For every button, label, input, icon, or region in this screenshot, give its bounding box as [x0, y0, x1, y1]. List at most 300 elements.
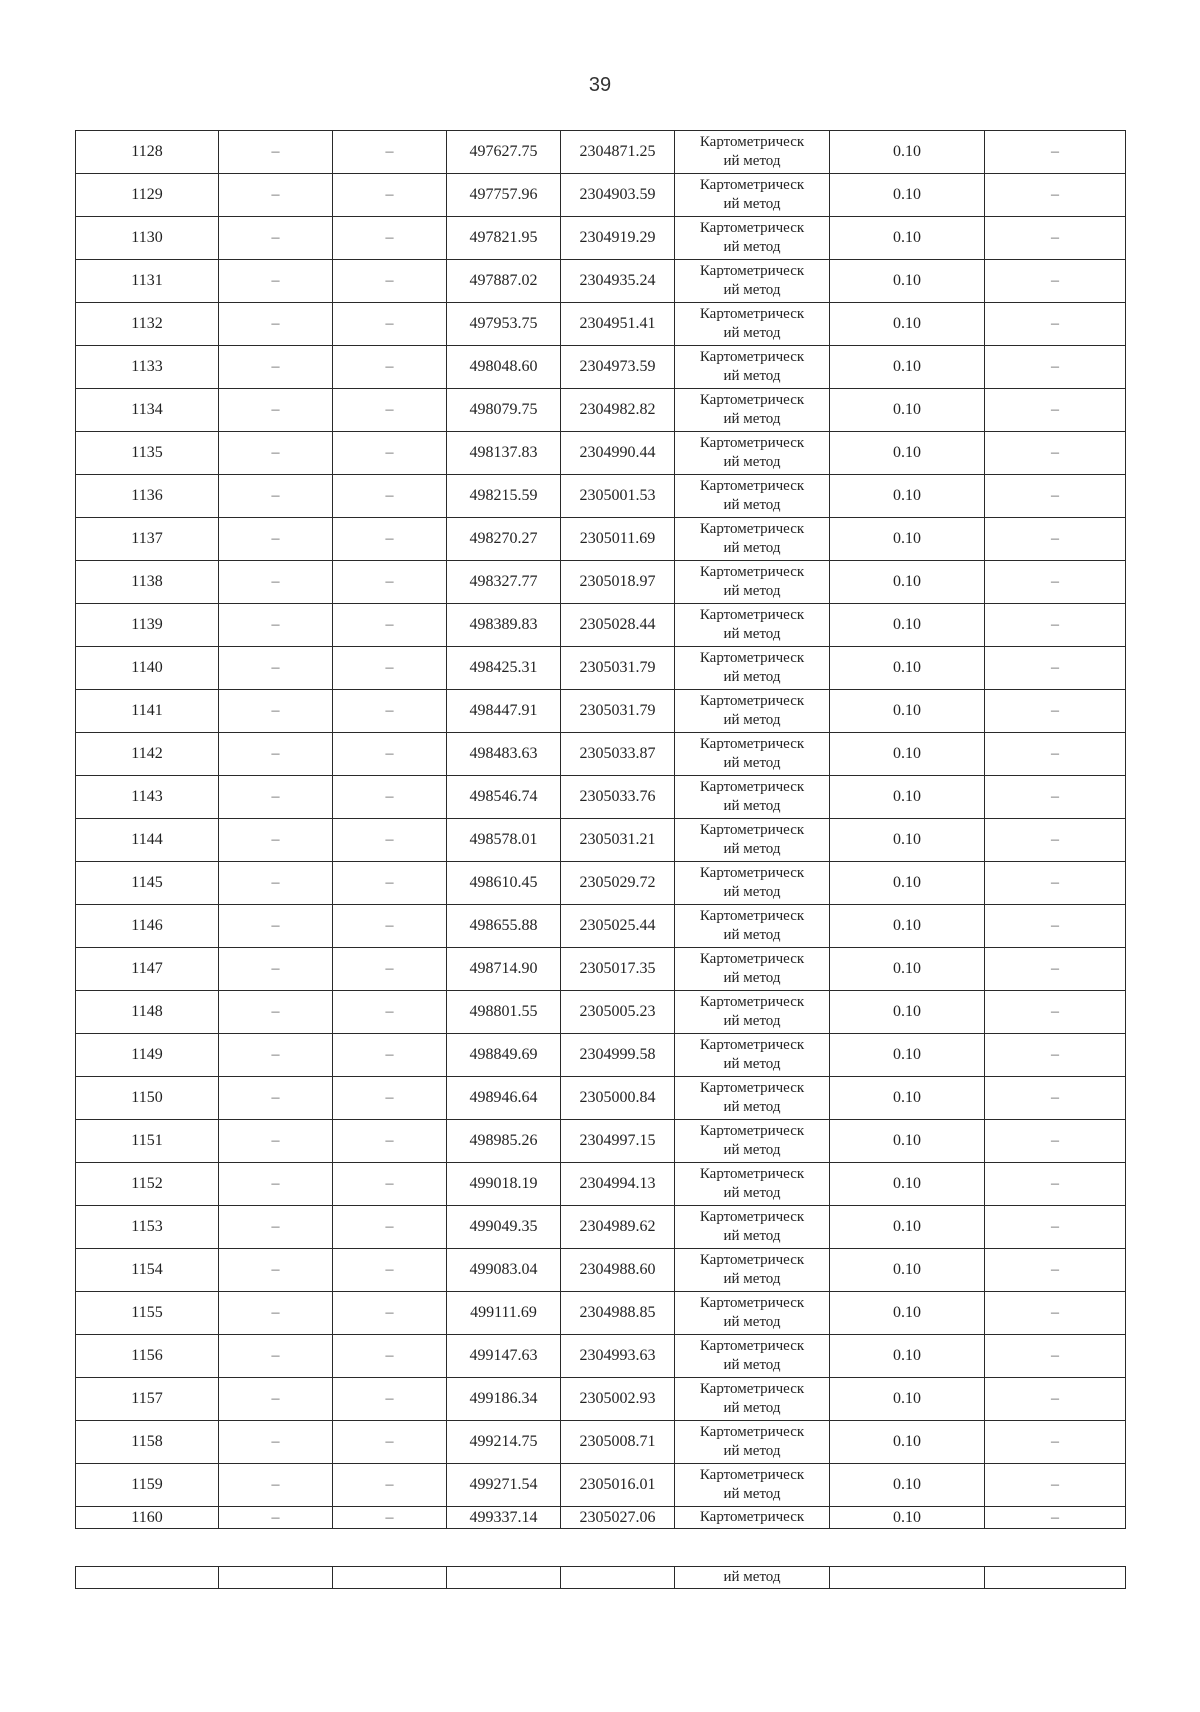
dash-cell: – — [985, 604, 1126, 647]
x-coordinate-cell: 498327.77 — [447, 561, 561, 604]
accuracy-cell: 0.10 — [830, 604, 985, 647]
dash-cell: – — [985, 1335, 1126, 1378]
x-coordinate-cell: 498425.31 — [447, 647, 561, 690]
method-cell — [675, 1507, 830, 1529]
method-cell — [675, 389, 830, 432]
method-line: Картометрическ — [699, 263, 805, 279]
dash-cell: – — [219, 604, 333, 647]
dash-cell: – — [333, 991, 447, 1034]
dash-cell: – — [219, 1464, 333, 1507]
method-line: Картометрическ — [699, 1123, 805, 1139]
method-cell — [675, 1120, 830, 1163]
method-line: Картометрическ — [699, 521, 805, 537]
y-coordinate-cell: 2304988.60 — [561, 1249, 675, 1292]
dash-cell: – — [985, 1249, 1126, 1292]
method-line: ий метод — [723, 282, 781, 298]
y-coordinate-cell: 2304993.63 — [561, 1335, 675, 1378]
point-number-cell: 1128 — [76, 131, 219, 174]
point-number-cell: 1148 — [76, 991, 219, 1034]
point-number-cell: 1145 — [76, 862, 219, 905]
x-coordinate-cell: 498079.75 — [447, 389, 561, 432]
point-number-cell: 1157 — [76, 1378, 219, 1421]
table-row — [76, 1421, 1126, 1464]
y-coordinate-cell: 2304871.25 — [561, 131, 675, 174]
y-coordinate-cell: 2304999.58 — [561, 1034, 675, 1077]
y-coordinate-cell: 2305008.71 — [561, 1421, 675, 1464]
method-line: Картометрическ — [699, 779, 805, 795]
accuracy-cell: 0.10 — [830, 733, 985, 776]
method-cell — [675, 1249, 830, 1292]
table-row — [76, 690, 1126, 733]
dash-cell: – — [333, 475, 447, 518]
method-cell — [675, 260, 830, 303]
method-continuation-cell: ий метод — [675, 1567, 830, 1589]
method-line: Картометрическ — [699, 1467, 805, 1483]
dash-cell: – — [333, 819, 447, 862]
method-line: ий метод — [723, 1056, 781, 1072]
table-row — [76, 518, 1126, 561]
method-line: Картометрическ — [699, 1037, 805, 1053]
point-number-cell: 1135 — [76, 432, 219, 475]
point-number-cell: 1159 — [76, 1464, 219, 1507]
method-line: ий метод — [723, 454, 781, 470]
point-number-cell: 1129 — [76, 174, 219, 217]
method-cell — [675, 131, 830, 174]
x-coordinate-cell: 499018.19 — [447, 1163, 561, 1206]
method-line: ий метод — [723, 583, 781, 599]
accuracy-cell: 0.10 — [830, 432, 985, 475]
y-coordinate-cell: 2305002.93 — [561, 1378, 675, 1421]
y-coordinate-cell: 2305018.97 — [561, 561, 675, 604]
y-coordinate-cell: 2304997.15 — [561, 1120, 675, 1163]
method-line: Картометрическ — [699, 435, 805, 451]
method-line: Картометрическ — [699, 1509, 805, 1525]
accuracy-cell: 0.10 — [830, 819, 985, 862]
method-line: Картометрическ — [699, 650, 805, 666]
method-cell — [675, 518, 830, 561]
dash-cell: – — [219, 1034, 333, 1077]
x-coordinate-cell: 498389.83 — [447, 604, 561, 647]
method-cell — [675, 561, 830, 604]
accuracy-cell: 0.10 — [830, 1163, 985, 1206]
point-number-cell: 1151 — [76, 1120, 219, 1163]
method-line: Картометрическ — [699, 1424, 805, 1440]
accuracy-cell: 0.10 — [830, 1077, 985, 1120]
x-coordinate-cell: 499111.69 — [447, 1292, 561, 1335]
method-cell — [675, 1077, 830, 1120]
dash-cell: – — [333, 604, 447, 647]
method-line: Картометрическ — [699, 177, 805, 193]
dash-cell: – — [333, 561, 447, 604]
dash-cell: – — [219, 776, 333, 819]
dash-cell: – — [219, 690, 333, 733]
dash-cell: – — [333, 1335, 447, 1378]
method-cell — [675, 733, 830, 776]
continuation-row — [76, 1567, 1126, 1589]
dash-cell: – — [219, 862, 333, 905]
empty-cell — [219, 1567, 333, 1589]
point-number-cell: 1138 — [76, 561, 219, 604]
table-row — [76, 905, 1126, 948]
table-row — [76, 561, 1126, 604]
method-line: ий метод — [723, 1228, 781, 1244]
method-line: ий метод — [723, 1099, 781, 1115]
method-line: ий метод — [723, 411, 781, 427]
dash-cell: – — [985, 776, 1126, 819]
method-cell — [675, 647, 830, 690]
point-number-cell: 1141 — [76, 690, 219, 733]
dash-cell: – — [219, 733, 333, 776]
x-coordinate-cell: 498546.74 — [447, 776, 561, 819]
method-line: Картометрическ — [699, 134, 805, 150]
dash-cell: – — [219, 1206, 333, 1249]
dash-cell: – — [333, 432, 447, 475]
dash-cell: – — [985, 1206, 1126, 1249]
table-row — [76, 819, 1126, 862]
method-line: Картометрическ — [699, 478, 805, 494]
dash-cell: – — [219, 303, 333, 346]
dash-cell: – — [219, 1421, 333, 1464]
dash-cell: – — [219, 475, 333, 518]
method-line: Картометрическ — [699, 736, 805, 752]
coordinates-table — [75, 130, 1126, 1529]
y-coordinate-cell: 2304951.41 — [561, 303, 675, 346]
dash-cell: – — [219, 561, 333, 604]
method-line: Картометрическ — [699, 1295, 805, 1311]
x-coordinate-cell: 498048.60 — [447, 346, 561, 389]
accuracy-cell: 0.10 — [830, 1464, 985, 1507]
accuracy-cell: 0.10 — [830, 217, 985, 260]
accuracy-cell: 0.10 — [830, 647, 985, 690]
table-row — [76, 948, 1126, 991]
x-coordinate-cell: 498985.26 — [447, 1120, 561, 1163]
dash-cell: – — [333, 1034, 447, 1077]
x-coordinate-cell: 498483.63 — [447, 733, 561, 776]
method-cell — [675, 948, 830, 991]
table-row — [76, 1292, 1126, 1335]
y-coordinate-cell: 2305011.69 — [561, 518, 675, 561]
point-number-cell: 1140 — [76, 647, 219, 690]
table-row — [76, 1206, 1126, 1249]
dash-cell: – — [333, 1163, 447, 1206]
accuracy-cell: 0.10 — [830, 776, 985, 819]
dash-cell: – — [985, 819, 1126, 862]
point-number-cell: 1130 — [76, 217, 219, 260]
method-line: ий метод — [723, 626, 781, 642]
x-coordinate-cell: 498578.01 — [447, 819, 561, 862]
method-line: Картометрическ — [699, 564, 805, 580]
dash-cell: – — [219, 389, 333, 432]
x-coordinate-cell: 498137.83 — [447, 432, 561, 475]
dash-cell: – — [333, 647, 447, 690]
accuracy-cell: 0.10 — [830, 260, 985, 303]
dash-cell: – — [333, 174, 447, 217]
dash-cell: – — [985, 1120, 1126, 1163]
y-coordinate-cell: 2304990.44 — [561, 432, 675, 475]
dash-cell: – — [219, 1163, 333, 1206]
point-number-cell: 1136 — [76, 475, 219, 518]
y-coordinate-cell: 2304982.82 — [561, 389, 675, 432]
x-coordinate-cell: 499186.34 — [447, 1378, 561, 1421]
dash-cell: – — [985, 690, 1126, 733]
y-coordinate-cell: 2304989.62 — [561, 1206, 675, 1249]
y-coordinate-cell: 2305031.79 — [561, 690, 675, 733]
dash-cell: – — [219, 174, 333, 217]
method-line: ий метод — [723, 1400, 781, 1416]
dash-cell: – — [985, 475, 1126, 518]
dash-cell: – — [333, 905, 447, 948]
method-cell — [675, 604, 830, 647]
dash-cell: – — [219, 1077, 333, 1120]
x-coordinate-cell: 499337.14 — [447, 1507, 561, 1529]
dash-cell: – — [219, 1507, 333, 1529]
dash-cell: – — [985, 1292, 1126, 1335]
accuracy-cell: 0.10 — [830, 690, 985, 733]
method-line: ий метод — [723, 153, 781, 169]
point-number-cell: 1152 — [76, 1163, 219, 1206]
table-row — [76, 1163, 1126, 1206]
table-row — [76, 647, 1126, 690]
dash-cell: – — [333, 1378, 447, 1421]
dash-cell: – — [333, 217, 447, 260]
point-number-cell: 1158 — [76, 1421, 219, 1464]
method-line: Картометрическ — [699, 220, 805, 236]
method-line: Картометрическ — [699, 693, 805, 709]
dash-cell: – — [985, 217, 1126, 260]
dash-cell: – — [985, 1421, 1126, 1464]
y-coordinate-cell: 2305028.44 — [561, 604, 675, 647]
dash-cell: – — [985, 432, 1126, 475]
y-coordinate-cell: 2305000.84 — [561, 1077, 675, 1120]
point-number-cell: 1143 — [76, 776, 219, 819]
table-row — [76, 260, 1126, 303]
dash-cell: – — [985, 1077, 1126, 1120]
dash-cell: – — [333, 733, 447, 776]
x-coordinate-cell: 498946.64 — [447, 1077, 561, 1120]
y-coordinate-cell: 2305005.23 — [561, 991, 675, 1034]
y-coordinate-cell: 2305027.06 — [561, 1507, 675, 1529]
page-number: 39 — [588, 74, 612, 96]
method-line: ий метод — [723, 239, 781, 255]
method-line: ий метод — [723, 1013, 781, 1029]
dash-cell: – — [333, 131, 447, 174]
point-number-cell: 1144 — [76, 819, 219, 862]
method-line: Картометрическ — [699, 1209, 805, 1225]
accuracy-cell: 0.10 — [830, 131, 985, 174]
point-number-cell: 1150 — [76, 1077, 219, 1120]
y-coordinate-cell: 2304903.59 — [561, 174, 675, 217]
accuracy-cell: 0.10 — [830, 862, 985, 905]
dash-cell: – — [219, 518, 333, 561]
method-cell — [675, 905, 830, 948]
y-coordinate-cell: 2305031.79 — [561, 647, 675, 690]
dash-cell: – — [985, 905, 1126, 948]
method-cell — [675, 432, 830, 475]
method-cell — [675, 303, 830, 346]
empty-cell — [985, 1567, 1126, 1589]
method-line: ий метод — [723, 540, 781, 556]
dash-cell: – — [219, 948, 333, 991]
x-coordinate-cell: 497821.95 — [447, 217, 561, 260]
point-number-cell: 1147 — [76, 948, 219, 991]
dash-cell: – — [219, 819, 333, 862]
method-cell — [675, 346, 830, 389]
x-coordinate-cell: 498801.55 — [447, 991, 561, 1034]
dash-cell: – — [219, 131, 333, 174]
empty-cell — [333, 1567, 447, 1589]
dash-cell: – — [985, 518, 1126, 561]
dash-cell: – — [333, 1249, 447, 1292]
method-line: Картометрическ — [699, 994, 805, 1010]
dash-cell: – — [985, 1034, 1126, 1077]
accuracy-cell: 0.10 — [830, 561, 985, 604]
table-row — [76, 1034, 1126, 1077]
empty-cell — [561, 1567, 675, 1589]
y-coordinate-cell: 2305016.01 — [561, 1464, 675, 1507]
accuracy-cell: 0.10 — [830, 991, 985, 1034]
method-line: Картометрическ — [699, 1338, 805, 1354]
method-cell — [675, 690, 830, 733]
method-cell — [675, 217, 830, 260]
accuracy-cell: 0.10 — [830, 1034, 985, 1077]
dash-cell: – — [219, 905, 333, 948]
method-line: ий метод — [723, 884, 781, 900]
x-coordinate-cell: 497757.96 — [447, 174, 561, 217]
x-coordinate-cell: 498714.90 — [447, 948, 561, 991]
method-line: Картометрическ — [699, 1166, 805, 1182]
table-row — [76, 1249, 1126, 1292]
accuracy-cell: 0.10 — [830, 1249, 985, 1292]
point-number-cell: 1153 — [76, 1206, 219, 1249]
y-coordinate-cell: 2304994.13 — [561, 1163, 675, 1206]
method-line: ий метод — [723, 712, 781, 728]
accuracy-cell: 0.10 — [830, 174, 985, 217]
method-line: ий метод — [723, 1486, 781, 1502]
x-coordinate-cell: 499049.35 — [447, 1206, 561, 1249]
dash-cell: – — [219, 1292, 333, 1335]
x-coordinate-cell: 498610.45 — [447, 862, 561, 905]
table-row — [76, 1378, 1126, 1421]
dash-cell: – — [333, 260, 447, 303]
dash-cell: – — [219, 1378, 333, 1421]
dash-cell: – — [985, 948, 1126, 991]
x-coordinate-cell: 497887.02 — [447, 260, 561, 303]
table-row — [76, 1120, 1126, 1163]
method-line: ий метод — [723, 841, 781, 857]
dash-cell: – — [985, 561, 1126, 604]
dash-cell: – — [219, 346, 333, 389]
point-number-cell: 1131 — [76, 260, 219, 303]
table-row — [76, 346, 1126, 389]
point-number-cell: 1155 — [76, 1292, 219, 1335]
method-cell — [675, 1421, 830, 1464]
y-coordinate-cell: 2305029.72 — [561, 862, 675, 905]
dash-cell: – — [985, 647, 1126, 690]
point-number-cell: 1146 — [76, 905, 219, 948]
dash-cell: – — [219, 260, 333, 303]
dash-cell: – — [985, 991, 1126, 1034]
table-row — [76, 217, 1126, 260]
accuracy-cell: 0.10 — [830, 1335, 985, 1378]
point-number-cell: 1133 — [76, 346, 219, 389]
point-number-cell: 1154 — [76, 1249, 219, 1292]
x-coordinate-cell: 498270.27 — [447, 518, 561, 561]
dash-cell: – — [985, 1378, 1126, 1421]
dash-cell: – — [985, 303, 1126, 346]
method-line: ий метод — [723, 1185, 781, 1201]
accuracy-cell: 0.10 — [830, 518, 985, 561]
method-line: Картометрическ — [699, 865, 805, 881]
method-line: Картометрическ — [699, 306, 805, 322]
dash-cell: – — [985, 1163, 1126, 1206]
continuation-table — [75, 1566, 1126, 1589]
x-coordinate-cell: 498849.69 — [447, 1034, 561, 1077]
method-line: ий метод — [723, 798, 781, 814]
dash-cell: – — [333, 1206, 447, 1249]
accuracy-cell: 0.10 — [830, 346, 985, 389]
table-row — [76, 1464, 1126, 1507]
method-line: ий метод — [723, 970, 781, 986]
y-coordinate-cell: 2305017.35 — [561, 948, 675, 991]
dash-cell: – — [985, 131, 1126, 174]
method-cell — [675, 1378, 830, 1421]
method-line: Картометрическ — [699, 349, 805, 365]
point-number-cell: 1137 — [76, 518, 219, 561]
method-line: Картометрическ — [699, 1080, 805, 1096]
empty-cell — [830, 1567, 985, 1589]
method-cell — [675, 1335, 830, 1378]
method-cell — [675, 1034, 830, 1077]
table-row — [76, 174, 1126, 217]
table-row — [76, 389, 1126, 432]
method-line: ий метод — [723, 368, 781, 384]
x-coordinate-cell: 499271.54 — [447, 1464, 561, 1507]
method-cell — [675, 991, 830, 1034]
method-line: ий метод — [723, 1443, 781, 1459]
x-coordinate-cell: 498655.88 — [447, 905, 561, 948]
accuracy-cell: 0.10 — [830, 1292, 985, 1335]
y-coordinate-cell: 2305031.21 — [561, 819, 675, 862]
x-coordinate-cell: 499147.63 — [447, 1335, 561, 1378]
dash-cell: – — [333, 1120, 447, 1163]
table-row — [76, 862, 1126, 905]
table-row — [76, 131, 1126, 174]
table-row — [76, 432, 1126, 475]
table-row — [76, 604, 1126, 647]
y-coordinate-cell: 2304973.59 — [561, 346, 675, 389]
method-cell — [675, 475, 830, 518]
y-coordinate-cell: 2304935.24 — [561, 260, 675, 303]
dash-cell: – — [219, 1335, 333, 1378]
method-line: ий метод — [723, 1271, 781, 1287]
method-cell — [675, 862, 830, 905]
y-coordinate-cell: 2305033.87 — [561, 733, 675, 776]
x-coordinate-cell: 499083.04 — [447, 1249, 561, 1292]
table-row — [76, 776, 1126, 819]
dash-cell: – — [219, 991, 333, 1034]
method-cell — [675, 174, 830, 217]
dash-cell: – — [985, 733, 1126, 776]
y-coordinate-cell: 2304919.29 — [561, 217, 675, 260]
accuracy-cell: 0.10 — [830, 303, 985, 346]
method-line: Картометрическ — [699, 392, 805, 408]
method-line: ий метод — [723, 325, 781, 341]
point-number-cell: 1156 — [76, 1335, 219, 1378]
dash-cell: – — [985, 862, 1126, 905]
table-row — [76, 1335, 1126, 1378]
method-line: Картометрическ — [699, 822, 805, 838]
accuracy-cell: 0.10 — [830, 475, 985, 518]
